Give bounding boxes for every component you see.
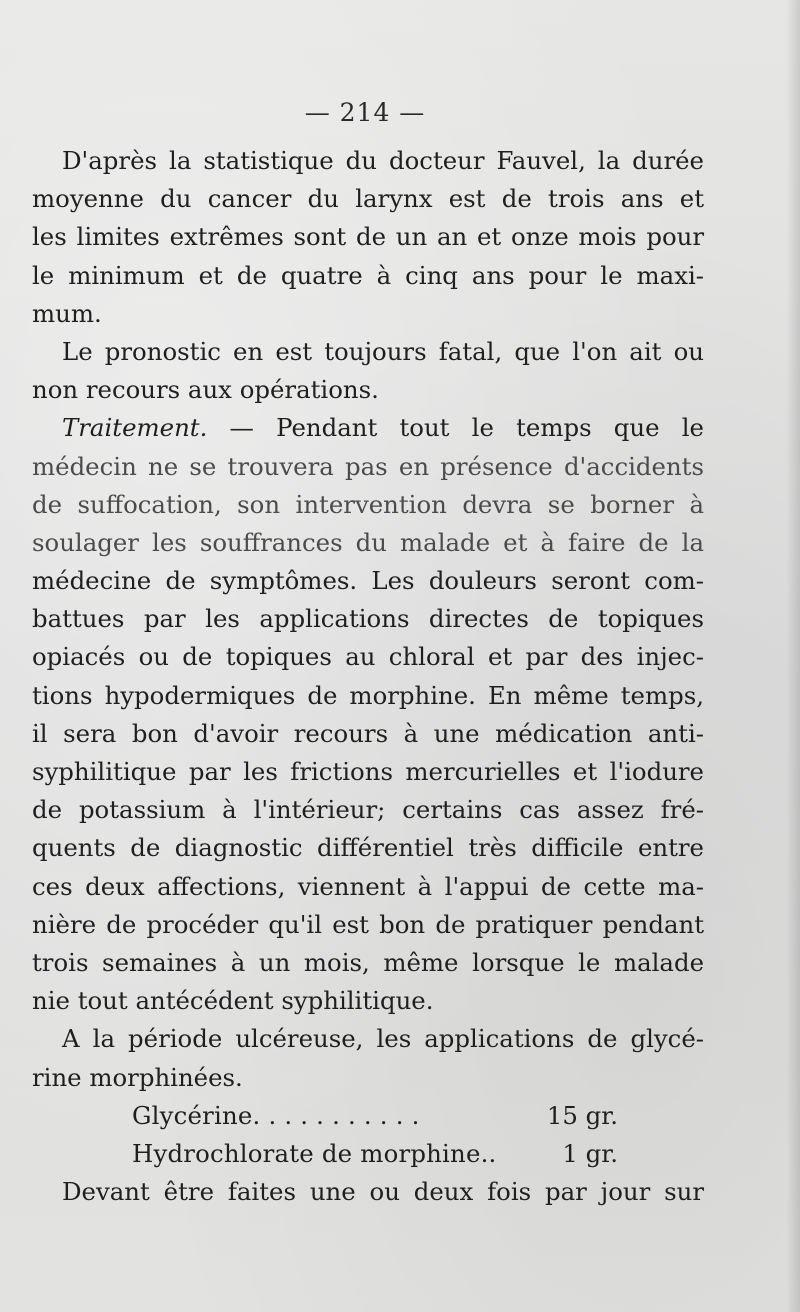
text-line: D'après la statistique du docteur Fauvel, la durée [62, 146, 704, 175]
text-line: les limites extrêmes sont de un an et onze mois pour [32, 222, 704, 252]
formula-quantity: 15 gr. [546, 1100, 618, 1130]
text-line: il sera bon d'avoir recours à une médication anti- [32, 718, 704, 748]
text-line: Devant être faites une ou deux fois par jour sur [62, 1177, 704, 1207]
text-line: ces deux affections, viennent à l'appui de cette ma- [32, 871, 704, 901]
text-line: nière de procéder qu'il est bon de pratiquer pendant [32, 909, 704, 939]
text-line: trois semaines à un mois, même lorsque le malade [32, 947, 704, 977]
section-heading: Traitement. [62, 413, 208, 443]
text-line: quents de diagnostic différentiel très difficile entre [32, 833, 704, 863]
formula-quantity: 1 gr. [562, 1138, 618, 1168]
text-line: syphilitique par les frictions mercurielles et l'iodure [32, 757, 704, 786]
text-line: opiacés ou de topiques au chloral et par des injec- [32, 642, 704, 672]
prescription-formula [32, 1097, 704, 1173]
text-line: médecine de symptômes. Les douleurs seront com- [32, 566, 704, 596]
text-line: mum. [32, 298, 102, 328]
paragraph-treatment [32, 409, 704, 1020]
text-line: de potassium à l'intérieur; certains cas assez fré- [32, 795, 704, 825]
paragraph-prognosis-duration [32, 142, 704, 333]
text-line: A la période ulcéreuse, les applications de glycé- [62, 1024, 704, 1054]
text-line: rine morphinées. [32, 1062, 243, 1092]
text-line: non recours aux opérations. [32, 375, 379, 405]
formula-row [32, 1097, 704, 1135]
body-text [32, 142, 704, 1211]
text-line [32, 409, 704, 447]
page-number: — 214 — [304, 98, 426, 127]
text-fragment: — Pendant tout le temps que le [229, 413, 704, 443]
paragraph-prognosis [32, 333, 704, 409]
formula-ingredient: Hydrochlorate de morphine.. [132, 1138, 497, 1168]
text-line: Le pronostic en est toujours fatal, que l'on ait ou [62, 336, 704, 366]
text-line: nie tout antécédent syphilitique. [32, 986, 434, 1016]
text-line: tions hypodermiques de morphine. En même temps, [32, 680, 704, 710]
text-line: le minimum et de quatre à cinq ans pour le maxi- [32, 260, 704, 290]
formula-row [32, 1135, 704, 1173]
text-line: de suffocation, son intervention devra se borner à [32, 489, 704, 519]
text-line: battues par les applications directes de topiques [32, 604, 704, 634]
text-line: soulager les souffrances du malade et à faire de la [32, 527, 704, 557]
paragraph-ulcerative-period [32, 1020, 704, 1096]
formula-ingredient: Glycérine. . . . . . . . . . . [132, 1100, 420, 1130]
text-line: moyenne du cancer du larynx est de trois ans et [32, 184, 704, 214]
text-line: médecin ne se trouvera pas en présence d'accidents [32, 451, 704, 481]
paragraph-closing [32, 1173, 704, 1211]
